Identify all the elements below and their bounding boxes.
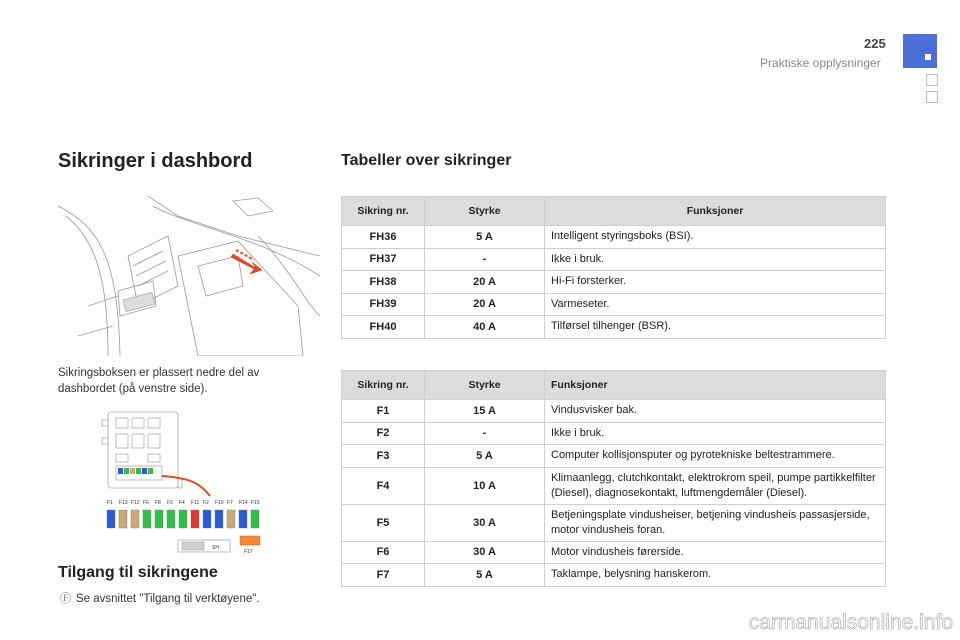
col-header-function: Funksjoner <box>545 371 886 400</box>
fuse-label-7: F4 <box>179 500 185 506</box>
fuse-5 <box>155 510 163 528</box>
fuse-table-fh <box>341 196 886 339</box>
fuse-label-1: F1 <box>107 500 113 506</box>
fuse-rating: 20 A <box>425 271 545 294</box>
dashboard-illustration <box>58 196 320 356</box>
fuse-2 <box>119 510 127 528</box>
fuse-id: F6 <box>342 541 425 564</box>
fuse-id: F3 <box>342 445 425 468</box>
fuse-rating: 40 A <box>425 316 545 339</box>
fuse-id: FH39 <box>342 293 425 316</box>
section-name: Praktiske opplysninger <box>760 56 881 70</box>
arrow-icon <box>231 254 262 274</box>
fuse-rating: 5 A <box>425 226 545 249</box>
fuse-function: Vindusvisker bak. <box>545 400 886 423</box>
fuse-label-4: F6 <box>143 500 149 506</box>
fuse-function: Taklampe, belysning hanskerom. <box>545 564 886 587</box>
fuse-11 <box>227 510 235 528</box>
fuse-box-illustration <box>100 408 280 556</box>
fuse-label-3: F12 <box>131 500 140 506</box>
table-row <box>342 564 886 587</box>
col-header-function: Funksjoner <box>545 197 886 226</box>
fuse-rating: 30 A <box>425 541 545 564</box>
fuse-rating: 5 A <box>425 445 545 468</box>
bullet-icon: Ⓕ <box>60 593 72 605</box>
table-row <box>342 422 886 445</box>
table-header-row <box>342 197 886 226</box>
fuse-function: Hi-Fi forsterker. <box>545 271 886 294</box>
table-row <box>342 467 886 504</box>
fuse-label-10: F10 <box>215 500 224 506</box>
fuse-id: FH37 <box>342 248 425 271</box>
watermark-text: carmanualsonline.info <box>748 611 953 634</box>
section-tab-2[interactable] <box>926 74 938 86</box>
table-row <box>342 293 886 316</box>
fuse-8 <box>191 510 199 528</box>
fuse-function: Motor vindusheis førerside. <box>545 541 886 564</box>
fuse-id: F4 <box>342 467 425 504</box>
table-row <box>342 400 886 423</box>
page-title: Sikringer i dashbord <box>58 150 253 172</box>
fuse-label-6: F3 <box>167 500 173 506</box>
fuse-label-13: F15 <box>251 500 260 506</box>
table-row <box>342 504 886 541</box>
col-header-fuse: Sikring nr. <box>342 197 425 226</box>
location-caption: Sikringsboksen er plassert nedre del av dashbordet (på venstre side). <box>58 367 260 395</box>
fuse-function: Computer kollisjonsputer og pyrotekniske beltestrammere. <box>545 445 886 468</box>
fuse-4 <box>143 510 151 528</box>
watermark <box>675 605 955 637</box>
fuse-9 <box>203 510 211 528</box>
fuse-function: Intelligent styringsboks (BSI). <box>545 226 886 249</box>
box-label-f17: F17 <box>244 549 253 555</box>
fuse-6 <box>167 510 175 528</box>
fuse-rating: - <box>425 248 545 271</box>
fuse-rating: 15 A <box>425 400 545 423</box>
fuse-rating: 20 A <box>425 293 545 316</box>
fuse-label-8: F11 <box>191 500 200 506</box>
fuse-label-2: F13 <box>119 500 128 506</box>
fuse-10 <box>215 510 223 528</box>
fuse-id: F5 <box>342 504 425 541</box>
table-header-row <box>342 371 886 400</box>
access-heading: Tilgang til sikringene <box>58 564 218 581</box>
fuse-id: F7 <box>342 564 425 587</box>
col-header-rating: Styrke <box>425 197 545 226</box>
tables-heading: Tabeller over sikringer <box>341 152 512 169</box>
fuse-id: FH38 <box>342 271 425 294</box>
section-tab-3[interactable] <box>926 91 938 103</box>
col-header-rating: Styrke <box>425 371 545 400</box>
fuse-id: FH40 <box>342 316 425 339</box>
fuse-id: F1 <box>342 400 425 423</box>
tab-marker-icon <box>925 54 931 60</box>
fuse-7 <box>179 510 187 528</box>
fuse-label-11: F7 <box>227 500 233 506</box>
fuse-rating: 5 A <box>425 564 545 587</box>
fuse-function: Varmeseter. <box>545 293 886 316</box>
page-number: 225 <box>864 36 886 51</box>
fuse-table-f <box>341 370 886 587</box>
fuse-rating: 30 A <box>425 504 545 541</box>
access-text: Se avsnittet "Tilgang til verktøyene". <box>76 593 260 605</box>
table-row <box>342 445 886 468</box>
fuse-function: Betjeningsplate vindusheiser, betjening vindusheis passasjerside, motor vindusheis foran. <box>545 504 886 541</box>
fuse-label-12: F14 <box>239 500 248 506</box>
table-row <box>342 248 886 271</box>
table-row <box>342 316 886 339</box>
fuse-row <box>107 510 259 528</box>
fuse-function: Ikke i bruk. <box>545 248 886 271</box>
fuse-function: Tilførsel tilhenger (BSR). <box>545 316 886 339</box>
access-item <box>60 590 260 606</box>
fuse-id: F2 <box>342 422 425 445</box>
fuse-12 <box>239 510 247 528</box>
fuse-function: Ikke i bruk. <box>545 422 886 445</box>
fuse-id: FH36 <box>342 226 425 249</box>
box-label-sh: SH <box>212 545 219 551</box>
table-row <box>342 271 886 294</box>
section-tab[interactable] <box>903 34 937 68</box>
table-row <box>342 541 886 564</box>
col-header-fuse: Sikring nr. <box>342 371 425 400</box>
fuse-rating: - <box>425 422 545 445</box>
fuse-1 <box>107 510 115 528</box>
fuse-label-5: F8 <box>155 500 161 506</box>
fuse-function: Klimaanlegg, clutchkontakt, elektrokrom speil, pumpe partikkelfilter (Diesel), diagnosekontakt, luftmengdemåler (Diesel). <box>545 467 886 504</box>
fuse-13 <box>251 510 259 528</box>
fuse-label-9: F2 <box>203 500 209 506</box>
fuse-rating: 10 A <box>425 467 545 504</box>
fuse-3 <box>131 510 139 528</box>
table-row <box>342 226 886 249</box>
